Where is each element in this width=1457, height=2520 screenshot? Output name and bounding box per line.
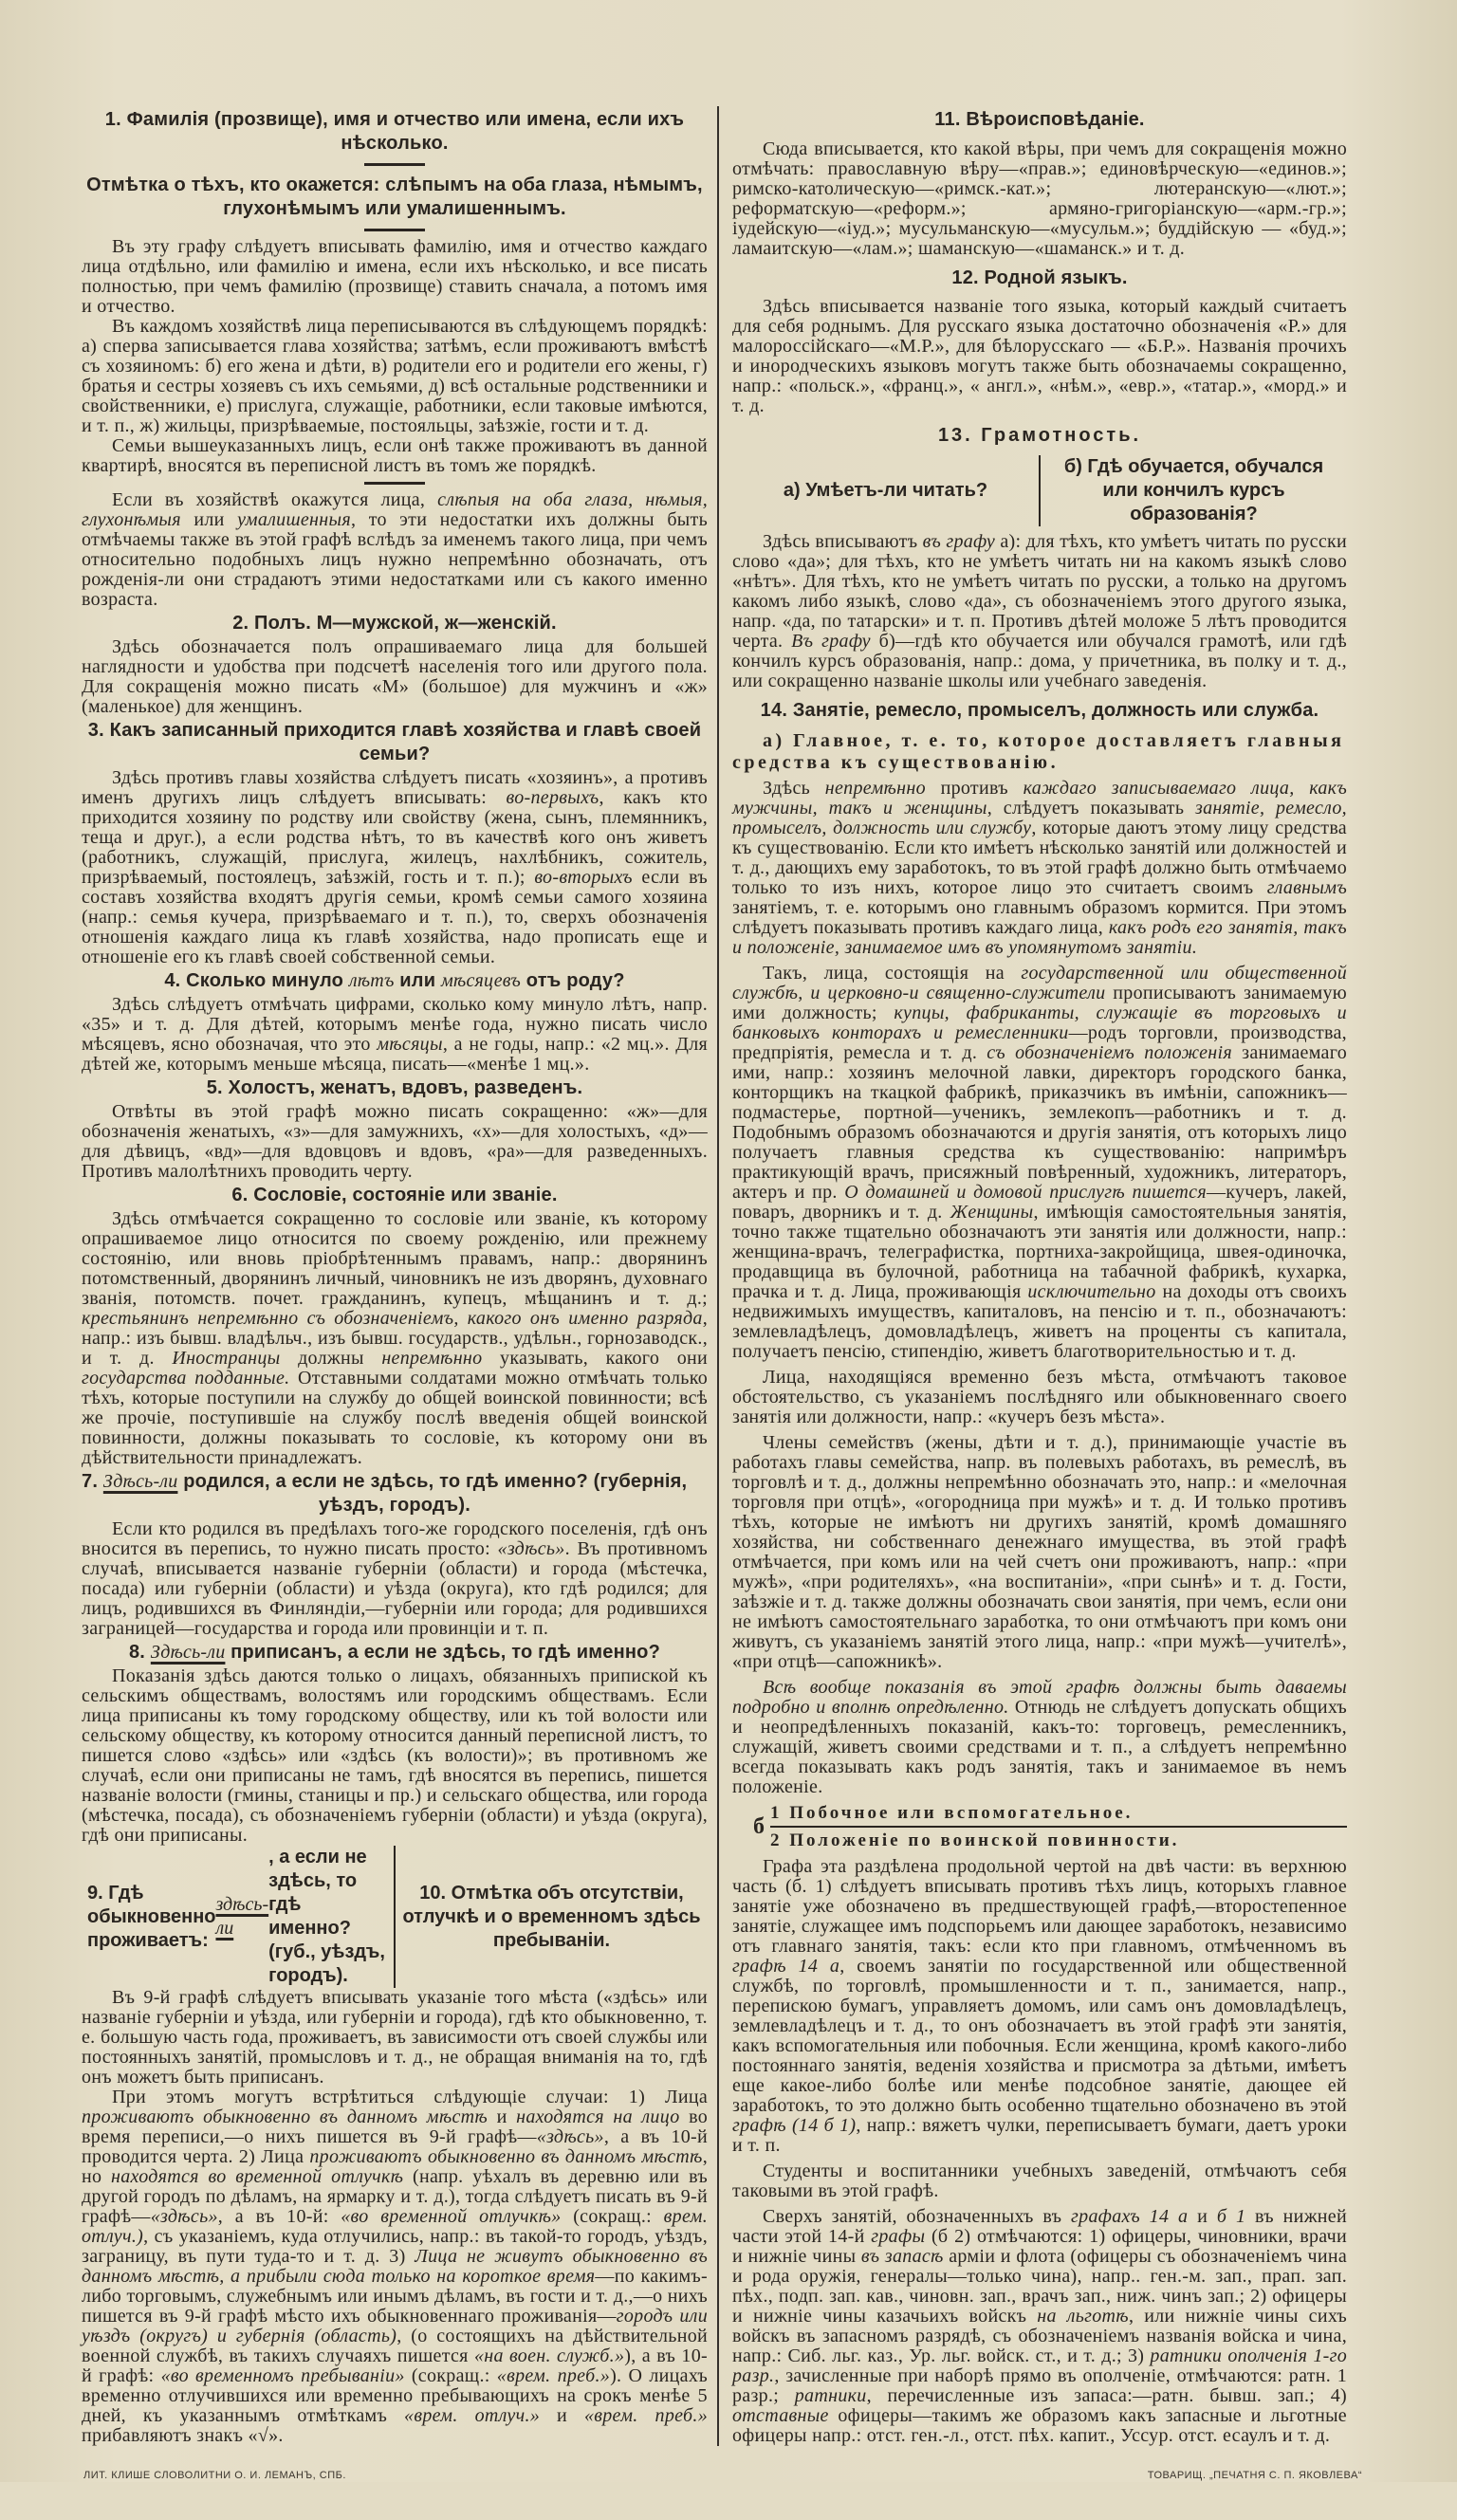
text-run: 9. Гдѣ обыкновенно проживаетъ: xyxy=(87,1882,216,1951)
italic-run: съ обозначеніемъ положенія xyxy=(987,1042,1232,1064)
text-run: арміи и флота (офицеры съ обозначеніемъ чина и рода оружія, генералы—только чина), напр.. ген.-м. зап., прап. зап. пѣх., подп. зап. кав., чиновн. зап., врачъ зап., ниж. чинъ зап.; 2) офицеры и нижніе чины казачьихъ войскъ xyxy=(732,2245,1348,2327)
text-run: , а если не здѣсь, то гдѣ именно? (губ., уѣздъ, городъ). xyxy=(268,1847,385,1986)
italic-run: въ графу xyxy=(922,530,996,552)
text-run: —родъ торговли, производства, предпріятія, ремесла и т. д. xyxy=(732,1022,1347,1064)
text-run: Лица, находящіяся временно безъ мѣста, отмѣчаютъ таковое обстоятельство, съ указаніемъ послѣдняго или обыкновеннаго своего занятія или должности, напр.: «кучеръ безъ мѣста». xyxy=(732,1366,1347,1427)
text-run: 4. Сколько минуло xyxy=(164,970,349,991)
section-heading xyxy=(82,108,708,156)
paragraph xyxy=(732,2161,1347,2201)
split-heading-right xyxy=(396,1846,708,1988)
text-run: При этомъ могутъ встрѣтиться слѣдующіе случаи: 1) Лица xyxy=(112,2087,708,2107)
text-run: 8. xyxy=(128,1642,151,1663)
paragraph xyxy=(732,1368,1347,1427)
italic-run: «врем. преб.» xyxy=(496,2365,611,2386)
text-run: 10. Отмѣтка объ отсутствіи, отлучкѣ и о временномъ здѣсь пребываніи. xyxy=(402,1882,701,1951)
text-run: Если кто родился въ предѣлахъ того-же городского поселенія, гдѣ онъ вносится въ перепись, то нужно писать просто: xyxy=(82,1518,708,1559)
italic-run: главнымъ xyxy=(1266,877,1347,899)
text-run: 13. Грамотность. xyxy=(937,425,1142,447)
text-run: а): для тѣхъ, кто умѣетъ читать по русски слово «да»; для тѣхъ, кто не умѣетъ читать ни на какомъ языкѣ слово «нѣтъ». Для тѣхъ, кто не умѣетъ читать по русски, а только на другомъ какомъ либо языкѣ, слово «да», съ обозначеніемъ этого другого языка, напр. «да, по татарски» и т. п. Противъ дѣтей моложе 5 лѣтъ проводится черта. xyxy=(732,530,1348,652)
text-run: Отнюдь не слѣдуетъ допускать общихъ и неопредѣленныхъ показаній, какъ-то: торговецъ, ремесленникъ, служащій, живетъ своими средствами и т. п., а слѣдуетъ непремѣнно всегда показывать какъ родъ занятія, такъ и занимаемое въ немъ положеніе. xyxy=(732,1696,1348,1797)
italic-run: графѣ 14 а xyxy=(732,1956,840,1977)
italic-run: купцы, фабриканты, служащіе въ торговыхъ и банковыхъ конторахъ и ремесленники xyxy=(732,1002,1347,1044)
section-heading xyxy=(82,719,708,766)
text-run: родился, а если не здѣсь, то гдѣ именно? (губернія, уѣздъ, городъ). xyxy=(177,1471,688,1516)
section-heading xyxy=(82,174,708,221)
text-run: , перечисленные изъ запаса:—ратн. бывш. зап.; 4) xyxy=(866,2384,1347,2406)
paragraph xyxy=(732,1857,1347,2156)
text-run: офицеры—такимъ же образомъ какъ запасные и льготные офицеры напр.: отст. ген.-л., отст. пѣх. капит., Уссур. отст. есаулъ и т. д. xyxy=(732,2404,1347,2446)
italic-run: непремѣнно xyxy=(824,778,926,800)
text-run: (б 2) отмѣчаются: 1) офицеры, чиновники, врачи и нижніе чины xyxy=(732,2225,1347,2267)
italic-run: непремѣнно xyxy=(381,1348,483,1369)
paragraph xyxy=(82,1102,708,1182)
paragraph xyxy=(82,2088,708,2446)
text-run: Отставными солдатами можно отмѣчать только тѣхъ, которые поступили на службу до общей воинской повинности; всѣ же прочіе, поступившіе на службу послѣ введенія общей воинской повинности, должны показывать то сословіе, къ которому они въ дѣйствительности принадлежатъ. xyxy=(82,1368,708,1468)
text-run: на доходы отъ своихъ недвижимыхъ имуществъ, капиталовъ, на пенсію и т. п., обозначаютъ: землевладѣлецъ, домовладѣлецъ, живетъ на проценты съ капитала, получаетъ пенсію, стипендію, живетъ благотворительностью и т. д. xyxy=(732,1281,1347,1363)
text-run: 1. Фамилія (прозвище), имя и отчество или имена, если ихъ нѣсколько. xyxy=(104,109,685,154)
text-run: если въ составъ хозяйства входятъ другія семьи, кромѣ семьи самого хозяина (напр.: семья кучера, призрѣваемаго и т. п.), то, сверхъ обозначенія отношенія каждаго лица къ главѣ хозяйства, надо прописать еще и отношеніе его къ главѣ своей собственной семьи. xyxy=(82,867,708,967)
paragraph xyxy=(82,995,708,1075)
fraction-label: б xyxy=(753,1813,765,1839)
fraction-heading xyxy=(732,1802,1347,1851)
text-run: , но xyxy=(82,2146,709,2187)
section-heading xyxy=(732,699,1347,723)
text-run: 11. Вѣроисповѣданіе. xyxy=(934,109,1145,130)
italic-run: находятся на лицо xyxy=(516,2106,680,2127)
italic-run: занятіе, ремесло, промыселъ, должность или службу xyxy=(732,798,1347,839)
text-run: б)—гдѣ кто обучается или обучался грамотѣ, или гдѣ кончилъ курсъ образованія, напр.: дома, у причетника, въ полку и т. д., или сокращенно названіе школы или учебнаго заведенія. xyxy=(732,630,1347,691)
paragraph xyxy=(82,490,708,610)
text-run: Здѣсь отмѣчается сокращенно то сословіе или званіе, къ которому опрашиваемое лицо относится по своему рожденію, или прежнему состоянію, или вновь пріобрѣтеннымъ правамъ, напр.: дворянинъ потомственный, дворянинъ личный, чиновникъ не изъ дворянъ, духовнаго званія, потомств. почет. гражданинъ, купецъ, мѣщанинъ и т. д.; xyxy=(82,1208,708,1309)
two-column-body xyxy=(82,106,1362,2446)
italic-run: исключительно xyxy=(1027,1281,1156,1303)
text-run: Здѣсь обозначается полъ опрашиваемаго лица для большей наглядности и удобства при подсчетѣ населенія того или другого пола. Для сокращенія можно писать «М» (большое) для мужчинъ и «ж» (маленькое) для женщинъ. xyxy=(82,636,708,717)
paragraph xyxy=(732,964,1347,1362)
text-run: ). О лицахъ временно отлучившихся или временно пребывающихъ на срокъ менѣе 5 дней, къ указаннымъ отмѣткамъ xyxy=(82,2365,709,2426)
text-run: 2. Полъ. М—мужской, ж—женскій. xyxy=(232,613,557,634)
text-run: , напр.: изъ бывш. владѣльч., изъ бывш. государств., удѣльн., горнозаводск., и т. д. xyxy=(82,1308,708,1369)
fraction-bottom: 2 Положеніе по воинской повинности. xyxy=(770,1830,1180,1851)
text-run: занимаемаго ими, напр.: хозяинъ мелочной лавки, директоръ городского банка, конторщикъ на ткацкой фабрикѣ, приказчикъ въ имѣніи, сапожникъ—подмастерье, портной—ученикъ, землекопъ—работникъ и т. д. Подобнымъ образомъ обозначаются и другія занятія, отъ которыхъ лицо получаетъ главныя средства къ существованію: напримѣръ практикующій врачъ, присяжный повѣренный, художникъ, литераторъ, актеръ и пр. xyxy=(732,1042,1348,1204)
text-run: ), а въ 10-й графѣ: xyxy=(82,2345,708,2386)
italic-run: графѣ (14 б 1) xyxy=(732,2115,857,2137)
text-run: 5. Холостъ, женатъ, вдовъ, разведенъ. xyxy=(206,1077,583,1098)
text-run: (напр. уѣхалъ въ деревню или въ другой городъ по дѣламъ, на ярмарку и т. д.), тогда слѣдуетъ писать въ 9-й графѣ— xyxy=(82,2166,708,2227)
italic-run: графы xyxy=(871,2225,926,2247)
paragraph xyxy=(732,532,1347,691)
text-run: , съ указаніемъ, куда отлучились, напр.: въ такой-то городъ, уѣздъ, заграницу, въ пути туда-то и т. д. 3) xyxy=(82,2226,708,2267)
paragraph xyxy=(82,1666,708,1846)
italic-run: мѣсяцевъ xyxy=(440,970,522,991)
text-run: Здѣсь вписывается названіе того языка, который каждый считаетъ для себя роднымъ. Для русскаго языка достаточно обозначенія «Р.» для малороссійскаго—«М.Р.», для бѣлорусскаго — «Б.Р.». Названія прочихъ и инородческихъ языковъ могутъ также быть обозначаемы сокращенно, напр.: «польск.», «франц.», « англ.», «нѣм.», «евр.», «татар.», «морд.» и т. д. xyxy=(732,296,1347,417)
paragraph xyxy=(732,1433,1347,1672)
italic-run: слѣпыя на оба глаза, нѣмыя, глухонѣмыя xyxy=(82,489,708,530)
italic-run: Всѣ вообще показанія въ этой графѣ должны быть даваемы подробно и вполнѣ опредѣленно. xyxy=(732,1676,1347,1718)
text-run: приписанъ, а если не здѣсь, то гдѣ именно? xyxy=(225,1642,660,1663)
italic-run: Лица не живутъ обыкновенно въ данномъ мѣстѣ, а прибыли сюда только на короткое время xyxy=(82,2246,708,2287)
text-run: Здѣсь слѣдуетъ отмѣчать цифрами, сколько кому минуло лѣтъ, напр. «35» и т. д. Для дѣтей, которымъ менѣе года, нужно писать число мѣсяцевъ, ясно обозначая, что это xyxy=(82,994,708,1055)
italic-run: «здѣсь» xyxy=(497,1538,565,1559)
italic-run: врем. отлуч.) xyxy=(82,2206,708,2247)
text-run: противъ xyxy=(925,778,1024,800)
italic-run: графахъ 14 а xyxy=(1071,2205,1189,2227)
text-run: , зачисленные при наборѣ прямо въ ополченіе, отмѣчаются: ратн. 1 разр.; xyxy=(732,2364,1347,2406)
italic-run: Въ графу xyxy=(791,630,871,652)
left-column xyxy=(82,106,717,2446)
text-run: въ нижней части этой 14-й xyxy=(732,2205,1347,2247)
text-run: , какъ кто приходится хозяину по родству или свойству (жена, сынъ, племянникъ, теща и друг.), а если родства нѣтъ, то въ качествѣ кого онъ живетъ (работникъ, служащій, прислуга, жилецъ, нахлѣбникъ, сожитель, призрѣваемый, постоялецъ, заѣзжій, гость и т. п.); xyxy=(82,787,709,888)
text-run: или xyxy=(394,970,441,991)
paragraph xyxy=(82,436,708,476)
text-run: Отмѣтка о тѣхъ, кто окажется: слѣпымъ на оба глаза, нѣмымъ, глухонѣмымъ или умалишеннымъ. xyxy=(86,175,703,219)
paragraph xyxy=(82,1988,708,2088)
text-run: и xyxy=(540,2405,584,2426)
text-run: Семьи вышеуказанныхъ лицъ, если онѣ также проживаютъ въ данной квартирѣ, вносятся въ переписной листъ въ томъ же порядкѣ. xyxy=(82,435,708,476)
italic-run: б 1 xyxy=(1216,2205,1246,2227)
section-heading xyxy=(82,969,708,993)
text-run: Здѣсь противъ главы хозяйства слѣдуетъ писать «хозяинъ», а противъ именъ другихъ лицъ слѣдуетъ вписывать: xyxy=(82,767,708,808)
italic-run: государственной или общественной службѣ, и церковно-и священно-служители xyxy=(732,963,1348,1004)
text-run: Графа эта раздѣлена продольной чертой на двѣ части: въ верхнюю часть (б. 1) слѣдуетъ вписывать противъ тѣхъ лицъ, которыхъ главное занятіе уже обозначено въ предшествующей графѣ,—второстепенное занятіе, служащее имъ подспорьемъ или дающее заработокъ, независимо отъ главнаго занятія, такъ: если кто при главномъ, отмѣченномъ въ xyxy=(732,1856,1347,1958)
text-run: Студенты и воспитанники учебныхъ заведеній, отмѣчаютъ себя таковыми въ этой графѣ. xyxy=(732,2161,1347,2201)
text-run: Здѣсь xyxy=(763,778,825,800)
text-run: б) Гдѣ обучается, обучался или кончилъ курсъ образованія? xyxy=(1063,456,1324,525)
italic-run: лѣтъ xyxy=(348,970,395,991)
right-column xyxy=(717,106,1347,2446)
paragraph xyxy=(82,768,708,967)
text-run: (сокращ.: xyxy=(404,2365,497,2386)
text-run: указывать, какого они xyxy=(482,1348,708,1369)
italic-run: «на воен. служб.» xyxy=(473,2345,625,2366)
text-run: Если въ хозяйствѣ окажутся лица, xyxy=(112,489,438,510)
text-run: Такъ, лица, состоящія на xyxy=(763,963,1022,984)
italic-run: Женщины xyxy=(950,1202,1034,1223)
text-run: —по какимъ-либо торговымъ, служебнымъ или инымъ дѣламъ, въ гости и т. д.,—о нихъ пишется въ 9-й графѣ мѣсто ихъ обыкновеннаго проживанія— xyxy=(82,2266,708,2327)
italic-run: городъ или уѣздъ (округъ) и губернія (область) xyxy=(82,2306,708,2346)
section-heading xyxy=(732,108,1347,132)
paragraph xyxy=(82,1209,708,1468)
section-rule xyxy=(364,482,425,485)
paragraph xyxy=(732,1678,1347,1797)
italic-run: находятся во временной отлучкѣ xyxy=(111,2166,404,2187)
section-heading xyxy=(82,612,708,635)
printer-credit-right: ТОВАРИЩ. „ПЕЧАТНЯ С. П. ЯКОВЛЕВА“ xyxy=(1147,2470,1362,2481)
text-run: прописываютъ занимаемую ими должность; xyxy=(732,983,1348,1024)
italic-run: крестьянинъ непремѣнно съ обозначеніемъ, какого онъ именно разряда xyxy=(82,1308,703,1329)
text-run: прибавляютъ знакъ «√». xyxy=(82,2425,284,2446)
italic-run: Здѣсь-ли xyxy=(150,1642,226,1663)
italic-run: во-вторыхъ xyxy=(534,867,633,888)
italic-run: во-первыхъ xyxy=(506,787,599,808)
italic-run: отставные xyxy=(732,2404,829,2426)
paragraph xyxy=(82,637,708,717)
text-run: 12. Родной языкъ. xyxy=(951,267,1128,288)
italic-run: мѣсяцы xyxy=(377,1034,443,1055)
section-rule xyxy=(364,229,425,231)
text-run: , имѣющія самостоятельныя занятія, точно также тщательно обозначаютъ эти занятія или должности, напр.: женщина-врачъ, телеграфистка, портниха-закройщица, швея-одиночка, продавщица въ булочной, работница на табачной фабрикѣ, кухарка, прачка и т. д. Лица, проживающія xyxy=(732,1202,1347,1303)
section-heading xyxy=(82,1641,708,1665)
text-run: —кучеръ, лакей, поваръ, дворникъ и т. д. xyxy=(732,1182,1347,1223)
text-run: Члены семействъ (жены, дѣти и т. д.), принимающіе участіе въ работахъ главы семейства, напр. въ полевыхъ работахъ, въ ремеслѣ, въ торговлѣ и т. д., должны непремѣнно обозначать это, напр.: и «мелочная торговля при отцѣ», «огородница при мужѣ» и т. д. И только противъ тѣхъ, которые не имѣютъ ни другихъ занятій, кромѣ домашняго хозяйства, ни собственнаго денежнаго имущества, въ этой графѣ отмѣчается, при комъ или на чей счетъ они проживаютъ, напр.: «при мужѣ», «при родителяхъ», «на воспитаніи», «при сынѣ» и т. д. Гости, заѣзжіе и т. д. также должны обозначать свои занятія, при чемъ, если они не имѣютъ самостоятельнаго заработка, то они отмѣчаютъ при комъ они живутъ, съ указаніемъ занятій этого лица, напр.: «при мужѣ—учителѣ», «при отцѣ—сапожникѣ». xyxy=(732,1431,1347,1672)
section-heading xyxy=(732,267,1347,290)
text-run: , то эти недостатки ихъ должны быть отмѣчаемы также въ этой графѣ вслѣдъ за именемъ такого лица, при чемъ относительно подобныхъ лицъ нужно непремѣнно обозначать, отъ рожденія-ли они страдаютъ этими недостатками или съ какого именно возраста. xyxy=(82,509,708,610)
paragraph xyxy=(732,779,1347,958)
section-heading xyxy=(82,1470,708,1518)
text-run: или xyxy=(180,509,238,530)
text-run: Въ эту графу слѣдуетъ вписывать фамилію, имя и отчество каждаго лица отдѣльно, или фамилію и имена, если ихъ нѣсколько, и все писать полностью, при чемъ фамилію (прозвище) ставить сначала, а потомъ имя и отчество. xyxy=(82,236,708,317)
italic-run: О домашней и домовой прислугѣ пишется xyxy=(844,1182,1207,1204)
italic-run: въ запасѣ xyxy=(860,2245,944,2267)
text-run: Въ каждомъ хозяйствѣ лица переписываются въ слѣдующемъ порядкѣ: а) сперва записывается глава хозяйства; затѣмъ, если проживаютъ вмѣстѣ съ хозяиномъ: б) его жена и дѣти, в) родители его и родители его жены, г) братья и сестры хозяевъ съ ихъ семьями, д) всѣ остальные родственники и свойственники, е) прислуга, служащіе, работники, если таковые имѣются, и т. п., ж) жильцы, призрѣваемые, постояльцы, заѣзжіе, гости и т. д. xyxy=(82,316,708,436)
fraction-stack xyxy=(770,1802,1347,1851)
text-run: Здѣсь вписываютъ xyxy=(763,530,923,552)
italic-run: «во временномъ пребываніи» xyxy=(160,2365,405,2386)
italic-run: какъ родъ его занятія, такъ и положеніе, занимаемое имъ въ упомянутомъ занятіи. xyxy=(732,917,1347,959)
italic-run: «здѣсь» xyxy=(536,2126,604,2147)
section-heading xyxy=(82,1184,708,1207)
text-run: , напр.: вяжетъ чулки, переписываетъ бумаги, даетъ уроки и т. п. xyxy=(732,2115,1347,2157)
italic-run: государства подданные. xyxy=(82,1368,290,1389)
split-heading xyxy=(732,455,1347,526)
italic-run: ратники xyxy=(794,2384,867,2406)
italic-run: «во временной отлучкѣ» xyxy=(341,2206,562,2227)
paragraph xyxy=(82,237,708,317)
italic-run: Иностранцы xyxy=(172,1348,281,1369)
text-run: , слѣдуетъ показывать xyxy=(987,798,1195,819)
text-run: . Въ противномъ случаѣ, вписывается названіе губерніи (области) и города (мѣстечка, посада) или губерніи (области) и уѣзда (округа), кто гдѣ родился; для лицъ, родившихся въ Финляндіи,—губерніи или города; для родившихся заграницей—государства и города или провинціи и т. п. xyxy=(82,1538,709,1639)
italic-run: умалишенныя xyxy=(237,509,351,530)
italic-run: проживаютъ обыкновенно въ данномъ мѣстѣ xyxy=(309,2146,703,2167)
text-run: , а въ 10-й проводится черта. 2) Лица xyxy=(82,2126,708,2167)
paragraph xyxy=(732,2207,1347,2446)
text-run: Отвѣты въ этой графѣ можно писать сокращенно: «ж»—для обозначенія женатыхъ, «з»—для замужнихъ, «х»—для холостыхъ, «д»—для дѣвицъ, «вд»—для вдовцовъ и вдовъ, «ра»—для разведенныхъ. Противъ малолѣтнихъ проводить черту. xyxy=(82,1101,708,1182)
footer xyxy=(83,2469,1362,2482)
paragraph xyxy=(732,297,1347,416)
text-run: , а не годы, напр.: «2 мц.». Для дѣтей же, которымъ меньше мѣсяца, писать—«менѣе 1 мц.». xyxy=(82,1034,708,1075)
paragraph xyxy=(82,1519,708,1639)
italic-run: здѣсь-ли xyxy=(215,1894,269,1939)
italic-run: проживаютъ обыкновенно въ данномъ мѣстѣ xyxy=(82,2106,489,2127)
text-run: должны xyxy=(280,1348,382,1369)
split-heading xyxy=(82,1846,708,1988)
text-run: Сверхъ занятій, обозначенныхъ въ xyxy=(763,2205,1072,2227)
split-heading-right xyxy=(1041,455,1347,526)
text-run: Въ 9-й графѣ слѣдуетъ вписывать указаніе того мѣста («здѣсь» или названіе губерніи и уѣзда, или губерніи и города), гдѣ кто обыкновенно, т. е. большую часть года, проживаетъ, въ зависимости отъ своей службы или постоянныхъ занятій, промысловъ и т. д., не обращая вниманія на то, гдѣ онъ можетъ быть приписанъ. xyxy=(82,1987,708,2088)
section-heading xyxy=(82,1076,708,1100)
text-run: и xyxy=(1188,2205,1217,2227)
text-run: , своемъ занятіи по государственной или общественной службѣ, по торговлѣ, промышленности и т. п., занимается, напр., перепискою бумагъ, управляетъ домомъ, или самъ онъ домовладѣлецъ, землевладѣлецъ и т. д., то онъ обозначаетъ въ этой графѣ эти занятія, какъ вспомогательныя или побочныя. Если женщина, кромѣ какого-либо постояннаго занятія, веденія хозяйства и присмотра за дѣтьми, имѣетъ еще какое-либо болѣе или менѣе подсобное занятіе, дающее ей заработокъ, то это должно быть особенно тщательно обозначено въ этой xyxy=(732,1956,1347,2117)
italic-run: «врем. отлуч.» xyxy=(404,2405,541,2426)
split-heading-left xyxy=(82,1846,396,1988)
text-run: 14. Занятіе, ремесло, промыселъ, должность или служба. xyxy=(760,699,1319,721)
paragraph xyxy=(732,139,1347,259)
paragraph xyxy=(82,317,708,436)
text-run: а) Главное, т. е. то, которое доставляетъ главныя средства къ существованію. xyxy=(732,729,1345,773)
italic-run: на льготѣ xyxy=(1037,2305,1129,2327)
text-run: 6. Сословіе, состояніе или званіе. xyxy=(231,1185,558,1205)
text-run: Сюда вписывается, кто какой вѣры, при чемъ для сокращенія можно отмѣчать: православную вѣру—«прав.»; единовѣрческую—«единов.»; римско-католическую—«римск.-кат.»; лютеранскую—«лют.»; реформатскую—«реформ.»; армяно-григоріанскую—«арм.-гр.»; іудейскую—«іуд.»; мусульманскую—«мусульм.»; буддійскую — «буд.»; ламаитскую—«лам.»; шаманскую—«шаманск.» и т. д. xyxy=(732,138,1347,259)
italic-run: каждаго записываемаго лица, какъ мужчины, такъ и женщины xyxy=(732,778,1348,819)
text-run: 7. xyxy=(82,1471,103,1492)
text-run: (сокращ.: xyxy=(561,2206,664,2227)
text-run: во время переписи,—о нихъ пишется въ 9-й графѣ— xyxy=(82,2106,708,2147)
italic-run: «здѣсь» xyxy=(150,2206,218,2227)
text-run: , (о состоящихъ на дѣйствительной военной службѣ, въ такихъ случаяхъ пишется xyxy=(82,2326,709,2366)
text-run: , а въ 10-й: xyxy=(217,2206,341,2227)
section-rule xyxy=(364,163,425,166)
text-run: , которые даютъ этому лицу средства къ существованію. Если кто имѣетъ нѣсколько занятій или должностей и т. д., дающихъ ему заработокъ, то въ этой графѣ должно быть отмѣчаемо только то изъ нихъ, которое лицо это считаетъ своимъ xyxy=(732,818,1347,899)
split-heading-left xyxy=(732,455,1041,526)
text-run: а) Умѣетъ-ли читать? xyxy=(783,480,988,502)
text-run: Показанія здѣсь даются только о лицахъ, обязанныхъ припиской къ сельскимъ обществамъ, волостямъ или городскимъ обществамъ. Если лица приписаны къ тому городскому обществу, или къ той волости или сельскому обществу, къ которому относится данный переписной листъ, то пишется слово «здѣсь» или «здѣсь (къ волости)»; въ противномъ же случаѣ, если они приписаны не тамъ, гдѣ вносятся въ перепись, пишется названіе волости (гмины, станицы и пр.) и сельскаго общества, или города (мѣстечка, посада), съ обозначеніемъ губерніи (области) и уѣзда (округа), гдѣ они приписаны. xyxy=(82,1665,708,1846)
text-run: , или нижніе чины сихъ войскъ въ запасномъ разрядѣ, съ обозначеніемъ названія войска и чина, напр.: Сиб. льг. каз., Ур. льг. войск. ст., и т. д.; 3) xyxy=(732,2305,1348,2366)
printer-credit-left: ЛИТ. КЛИШЕ СЛОВОЛИТНИ О. И. ЛЕМАНЪ, СПБ. xyxy=(83,2470,346,2481)
italic-run: Здѣсь-ли xyxy=(102,1471,178,1492)
text-run: 3. Какъ записанный приходится главѣ хозяйства и главѣ своей семьи? xyxy=(87,720,702,764)
subsection-heading xyxy=(732,730,1347,774)
text-run: и xyxy=(488,2106,517,2127)
fraction-top: 1 Побочное или вспомогательное. xyxy=(770,1802,1347,1828)
italic-run: ратники ополченія 1-го разр. xyxy=(732,2345,1348,2386)
section-heading xyxy=(732,424,1347,448)
italic-run: «врем. преб.» xyxy=(583,2405,708,2426)
text-run: занятіемъ, т. е. которымъ оно главнымъ образомъ кормится. При этомъ слѣдуетъ показывать противъ каждаго лица, xyxy=(732,897,1347,939)
text-run: отъ роду? xyxy=(521,970,625,991)
